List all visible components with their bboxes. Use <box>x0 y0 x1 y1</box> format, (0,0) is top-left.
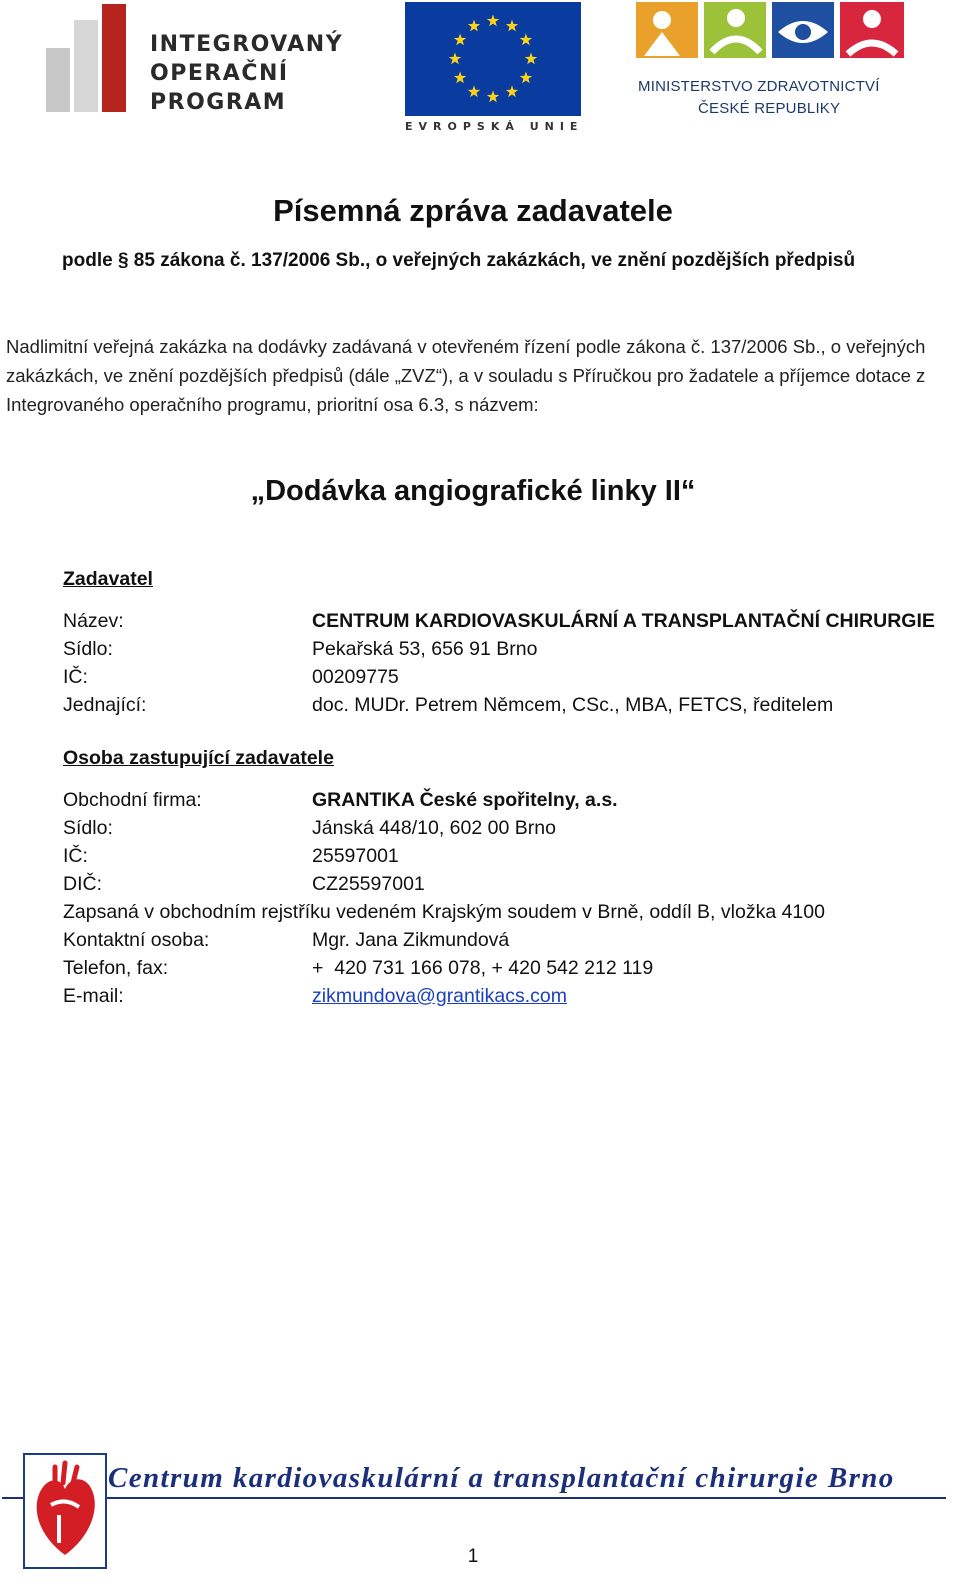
zadavatel-row-ic <box>63 663 943 691</box>
osoba-value-firma: GRANTIKA České spořitelny, a.s. <box>312 789 618 811</box>
footer-institution: Centrum kardiovaskulární a transplantační chirurgie Brno <box>108 1462 895 1494</box>
iop-logo <box>46 2 366 120</box>
page-title: Písemná zpráva zadavatele <box>273 193 673 228</box>
zadavatel-value-nazev: CENTRUM KARDIOVASKULÁRNÍ A TRANSPLANTAČNÍ CHIRURGIE <box>312 610 935 632</box>
osoba-value-dic: CZ25597001 <box>312 873 425 895</box>
ministry-logo-line-1: MINISTERSTVO ZDRAVOTNICTVÍ <box>638 78 880 95</box>
osoba-label-kontakt: Kontaktní osoba: <box>63 929 210 951</box>
page-subtitle: podle § 85 zákona č. 137/2006 Sb., o veřejných zakázkách, ve znění pozdějších předpisů <box>62 250 856 271</box>
zadavatel-value-sidlo: Pekařská 53, 656 91 Brno <box>312 638 538 660</box>
osoba-heading: Osoba zastupující zadavatele <box>63 747 334 769</box>
footer-divider <box>2 1497 946 1499</box>
zadavatel-label-jednajici: Jednající: <box>63 694 147 716</box>
iop-logo-bar-red <box>102 4 126 112</box>
page-number: 1 <box>467 1546 479 1567</box>
ministry-logo <box>636 2 908 120</box>
ministry-logo-line-2: ČESKÉ REPUBLIKY <box>698 100 841 117</box>
ministry-figures-icon <box>636 2 906 60</box>
zadavatel-label-ic: IČ: <box>63 666 88 688</box>
osoba-register-note: Zapsaná v obchodním rejstříku vedeném Krajským soudem v Brně, oddíl B, vložka 4100 <box>63 901 825 923</box>
osoba-row-email <box>63 982 943 1010</box>
iop-logo-text <box>150 30 343 117</box>
osoba-label-dic: DIČ: <box>63 873 102 895</box>
osoba-value-ic: 25597001 <box>312 845 399 867</box>
zadavatel-row-nazev <box>63 607 943 635</box>
zadavatel-value-jednajici: doc. MUDr. Petrem Němcem, CSc., MBA, FETCS, ředitelem <box>312 694 834 716</box>
osoba-row-firma <box>63 786 943 814</box>
osoba-label-firma: Obchodní firma: <box>63 789 202 811</box>
zadavatel-label-sidlo: Sídlo: <box>63 638 113 660</box>
eu-logo <box>405 2 585 134</box>
iop-logo-bar-gray <box>46 48 70 112</box>
osoba-value-kontakt: Mgr. Jana Zikmundová <box>312 929 510 951</box>
ministry-logo-text <box>638 76 880 120</box>
zadavatel-heading: Zadavatel <box>63 568 153 590</box>
osoba-label-sidlo: Sídlo: <box>63 817 113 839</box>
iop-logo-bar-light <box>74 20 98 112</box>
osoba-value-sidlo: Jánská 448/10, 602 00 Brno <box>312 817 556 839</box>
zadavatel-details <box>63 607 943 719</box>
email-link[interactable]: zikmundova@grantikacs.com <box>312 985 567 1007</box>
zadavatel-row-sidlo <box>63 635 943 663</box>
osoba-row-ic <box>63 842 943 870</box>
osoba-row-sidlo <box>63 814 943 842</box>
iop-logo-line-3: PROGRAM <box>150 90 287 115</box>
zadavatel-row-jednajici <box>63 691 943 719</box>
iop-logo-line-2: OPERAČNÍ <box>150 61 289 86</box>
zadavatel-value-ic: 00209775 <box>312 666 399 688</box>
osoba-row-dic <box>63 870 943 898</box>
osoba-value-telefon: + 420 731 166 078, + 420 542 212 119 <box>312 957 654 979</box>
osoba-label-telefon: Telefon, fax: <box>63 957 169 979</box>
eu-flag-icon <box>405 2 581 116</box>
intro-paragraph: Nadlimitní veřejná zakázka na dodávky zadávaná v otevřeném řízení podle zákona č. 137/2006 Sb., o veřejných zakázkách, ve znění pozdějších předpisů (dále „ZVZ“), a v souladu s Příručkou pro žadatele a příjemce dotace z Integrovaného operačního programu, prioritní osa 6.3, s názvem: <box>6 336 926 415</box>
zadavatel-label-nazev: Název: <box>63 610 124 632</box>
contract-name: „Dodávka angiografické linky II“ <box>250 475 696 507</box>
iop-logo-line-1: INTEGROVANÝ <box>150 32 344 57</box>
osoba-row-telefon <box>63 954 943 982</box>
eu-caption: EVROPSKÁ UNIE <box>405 120 584 133</box>
osoba-label-email: E-mail: <box>63 985 124 1007</box>
osoba-label-ic: IČ: <box>63 845 88 867</box>
osoba-row-kontakt <box>63 926 943 954</box>
osoba-details <box>63 786 943 1010</box>
